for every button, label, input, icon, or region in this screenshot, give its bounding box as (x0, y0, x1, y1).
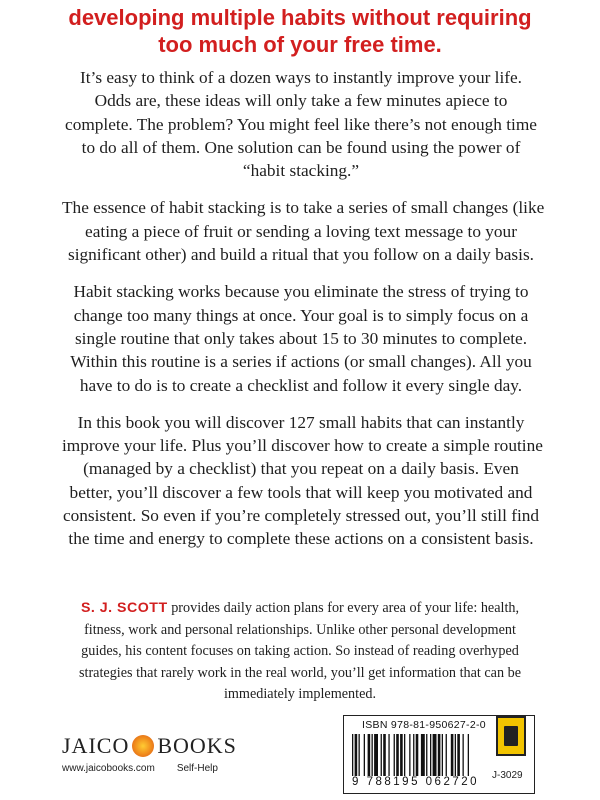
publisher-name-left: JAICO (62, 733, 130, 758)
book-code: J-3029 (492, 770, 523, 781)
text-line: have to do is to create a checklist and follow it every single day. (79, 375, 523, 395)
headline (0, 4, 600, 58)
text-line: It’s easy to think of a dozen ways to instantly improve your life. (79, 68, 523, 87)
blurb-text (62, 66, 545, 565)
text-line: Habit stacking works because you eliminate the stress of trying to (73, 282, 529, 302)
blurb-paragraph (62, 196, 545, 266)
headline-line: developing multiple habits without requiring (68, 5, 532, 30)
text-line: (managed by a checklist) that you repeat on a daily basis. Even (83, 459, 519, 479)
text-line: Odds are, these ideas will only take a few minutes apiece to (94, 91, 508, 111)
sun-emblem-icon (132, 735, 154, 757)
blurb-paragraph (62, 66, 540, 182)
author-name: S. J. SCOTT (80, 600, 168, 616)
text-line: immediately implemented. (223, 686, 377, 702)
text-line: significant other) and build a ritual that you follow on a daily basis. (67, 245, 534, 265)
text-line: change too many things at once. Your goal is to simply focus on a (73, 305, 529, 325)
text-line: single routine that only takes about 15 to 30 minutes to complete. (74, 328, 528, 348)
publisher-meta (62, 763, 272, 774)
text-line: guides, his content focuses on taking action. So instead of reading overhyped (81, 643, 519, 659)
text-line: Within this routine is a series if actions (or small changes). All you (70, 352, 532, 372)
publisher-block (62, 733, 272, 774)
text-line: eating a piece of fruit or sending a loving text message to your (85, 221, 517, 241)
blurb-paragraph (62, 411, 543, 551)
headline-line: too much of your free time. (158, 32, 442, 57)
author-bio (50, 598, 550, 706)
text-line: improve your life. Plus you’ll discover how to create a simple routine (62, 436, 543, 456)
text-line: In this book you will discover 127 small habits that can instantly (77, 412, 525, 432)
book-icon (496, 716, 526, 756)
text-line: complete. The problem? You might feel like there’s not enough time (65, 114, 537, 134)
text-line (50, 598, 550, 620)
publisher-name-right: BOOKS (157, 733, 237, 758)
author-bio-first-line: provides daily action plans for every area of your life: health, (167, 600, 520, 616)
barcode-digits: 9 788195 062720 (352, 776, 480, 788)
book-category: Self-Help (176, 763, 218, 774)
text-line: strategies that rarely work in the real world, you’ll get information that can be (78, 664, 522, 681)
text-line: consistent. So even if you’re completely stressed out, you’ll still find (62, 506, 540, 526)
isbn-label: ISBN 978-81-950627-2-0 (362, 719, 486, 731)
publisher-website: www.jaicobooks.com (62, 763, 155, 774)
blurb-paragraph (62, 280, 540, 396)
text-line: The essence of habit stacking is to take a series of small changes (like (62, 198, 545, 218)
text-line: to do all of them. One solution can be found using the power of (81, 137, 521, 157)
text-line: fitness, work and personal relationships. Unlike other personal development (84, 621, 516, 638)
text-line: “habit stacking.” (242, 161, 360, 181)
publisher-logo (62, 733, 272, 759)
text-line: better, you’ll discover a few tools that will keep you motivated and (69, 482, 533, 502)
text-line: the time and energy to complete these actions on a consistent basis. (68, 529, 534, 549)
